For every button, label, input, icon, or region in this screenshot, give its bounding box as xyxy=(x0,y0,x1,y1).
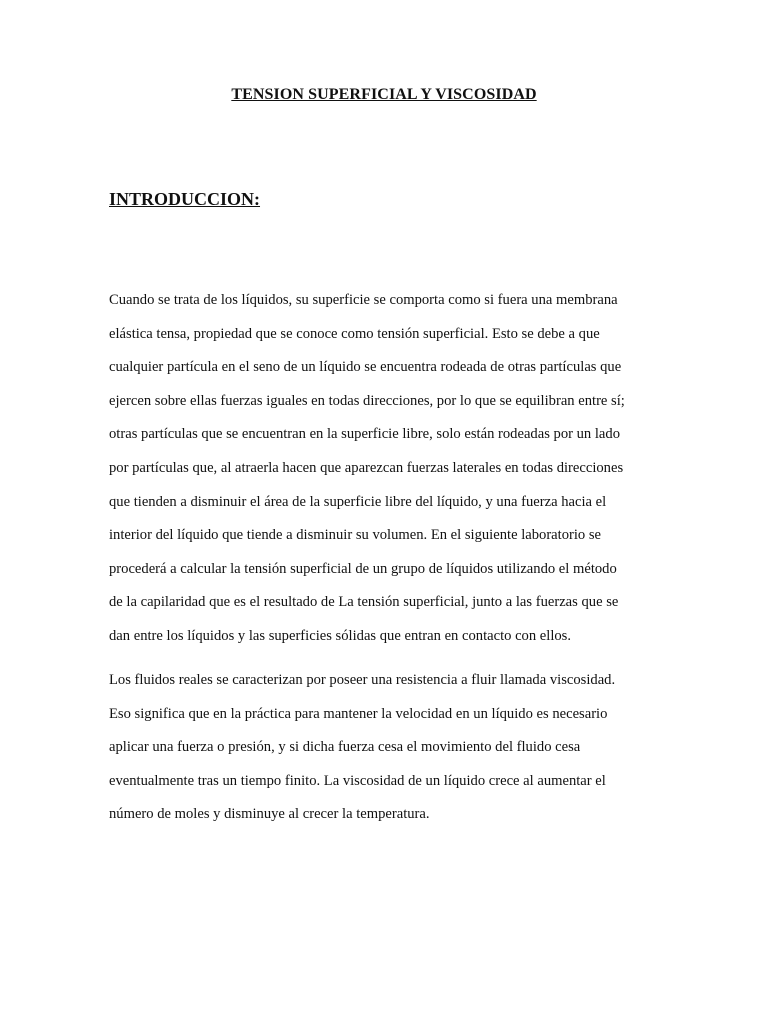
paragraph-line: elástica tensa, propiedad que se conoce como tensión superficial. Esto se debe a que xyxy=(109,325,600,342)
paragraph-line: por partículas que, al atraerla hacen que aparezcan fuerzas laterales en todas direcciones xyxy=(109,459,624,476)
paragraph-tension-superficial xyxy=(109,284,669,654)
paragraph-line: interior del líquido que tiende a disminuir su volumen. En el siguiente laboratorio se xyxy=(109,527,602,544)
paragraph-line: Los fluidos reales se caracterizan por poseer una resistencia a fluir llamada viscosidad. xyxy=(109,672,616,688)
paragraph-line: aplicar una fuerza o presión, y si dicha fuerza cesa el movimiento del fluido cesa xyxy=(109,739,581,756)
paragraph-line: ejercen sobre ellas fuerzas iguales en todas direcciones, por lo que se equilibran entre sí; xyxy=(109,392,625,409)
paragraph-line: Eso significa que en la práctica para mantener la velocidad en un líquido es necesario xyxy=(109,705,608,722)
paragraph-line: número de moles y disminuye al crecer la temperatura. xyxy=(109,806,430,823)
paragraph-line: otras partículas que se encuentran en la superficie libre, solo están rodeadas por un lado xyxy=(109,426,620,443)
section-heading-introduccion: INTRODUCCION: xyxy=(109,189,261,209)
paragraph-line: Cuando se trata de los líquidos, su superficie se comporta como si fuera una membrana xyxy=(109,292,618,308)
paragraph-line: procederá a calcular la tensión superficial de un grupo de líquidos utilizando el método xyxy=(109,560,617,577)
paragraph-line: eventualmente tras un tiempo finito. La viscosidad de un líquido crece al aumentar el xyxy=(109,772,606,789)
paragraph-line: que tienden a disminuir el área de la superficie libre del líquido, y una fuerza hacia el xyxy=(109,493,607,510)
paragraph-viscosidad xyxy=(109,664,669,832)
document-title: TENSION SUPERFICIAL Y VISCOSIDAD xyxy=(231,86,537,103)
paragraph-line: de la capilaridad que es el resultado de La tensión superficial, junto a las fuerzas que se xyxy=(109,594,619,611)
paragraph-line: dan entre los líquidos y las superficies sólidas que entran en contacto con ellos. xyxy=(109,627,572,644)
paragraph-line: cualquier partícula en el seno de un líquido se encuentra rodeada de otras partículas que xyxy=(109,359,622,376)
